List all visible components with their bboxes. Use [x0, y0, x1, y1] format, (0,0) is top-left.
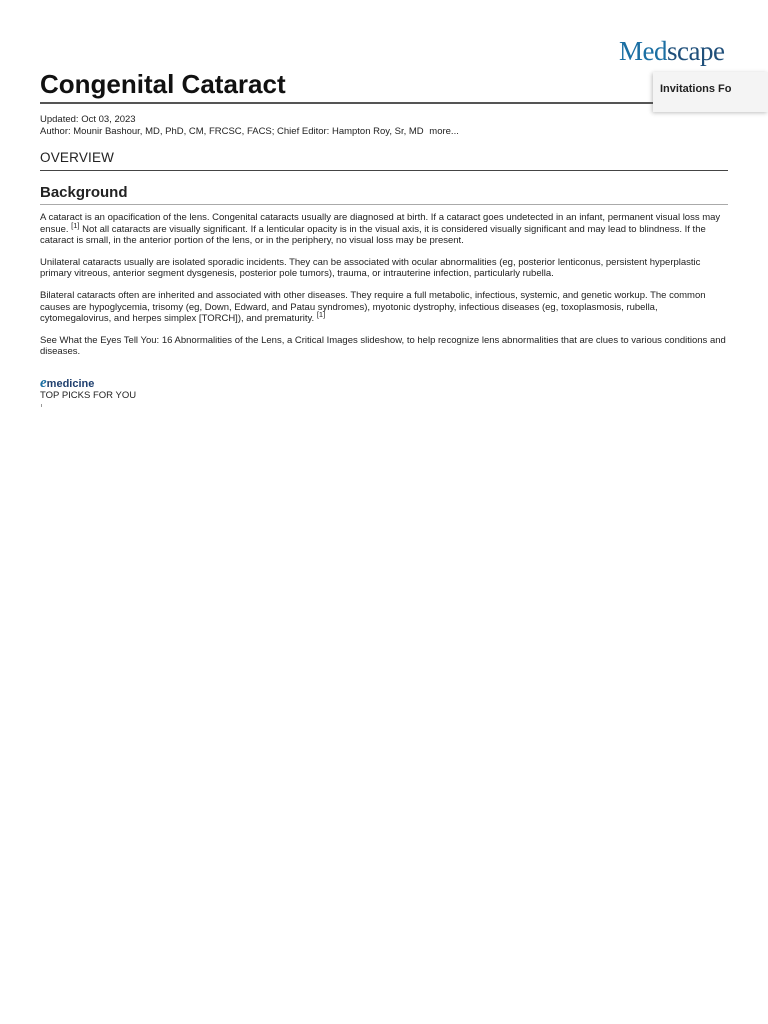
paragraph-1-text-b: Not all cataracts are visually significant. If a lenticular opacity is in the visual axis, it is considered visually significant and may lead to blindness. If the cataract is small, in the anterior portion of the lens, or in the periphery, no visual loss may be present.	[40, 223, 706, 247]
author-text: Author: Mounir Bashour, MD, PhD, CM, FRCSC, FACS; Chief Editor: Hampton Roy, Sr, MD	[40, 126, 424, 137]
background-heading: Background	[40, 184, 128, 201]
article-meta	[40, 114, 459, 138]
overview-divider	[40, 170, 728, 171]
emedicine-wordmark: medicine	[46, 378, 95, 390]
invitations-panel[interactable]	[653, 72, 768, 112]
divider-tick	[41, 404, 42, 407]
emedicine-logo	[40, 376, 94, 391]
more-authors-link[interactable]: more...	[429, 126, 459, 137]
emedicine-e: e	[40, 375, 47, 391]
paragraph-1-text-a: A cataract is an opacification of the lens. Congenital cataracts usually are diagnosed at birth. If a cataract goes undetected in an infant, permanent visual loss may ensue.	[40, 212, 721, 235]
logo-med: Med	[619, 36, 667, 66]
author-line	[40, 126, 459, 138]
title-divider	[40, 102, 653, 104]
background-divider	[40, 204, 728, 205]
updated-date: Updated: Oct 03, 2023	[40, 114, 136, 125]
page-title: Congenital Cataract	[40, 69, 286, 99]
top-picks-heading: TOP PICKS FOR YOU	[40, 390, 137, 401]
paragraph-2: Unilateral cataracts usually are isolated sporadic incidents. They can be associated with ocular abnormalities (eg, posterior lenticonus, persistent hyperplastic primary vitreous, anterior segment dysgenesis, posterior pole tumors), trauma, or intrauterine infection, particularly rubella.	[40, 256, 701, 280]
article-body	[40, 212, 726, 368]
invitations-label: Invitations Fo	[660, 83, 732, 95]
reference-2-link[interactable]: [1]	[316, 310, 326, 320]
section-overview-heading: OVERVIEW	[40, 150, 115, 165]
paragraph-3	[40, 290, 726, 325]
reference-1-link[interactable]: [1]	[71, 220, 80, 230]
paragraph-1	[40, 212, 726, 247]
paragraph-4: See What the Eyes Tell You: 16 Abnormalities of the Lens, a Critical Images slideshow, to help recognize lens abnormalities that are clues to various conditions and diseases.	[40, 334, 726, 358]
medscape-logo[interactable]	[619, 36, 724, 66]
logo-scape: scape	[667, 36, 725, 66]
paragraph-3-text: Bilateral cataracts often are inherited and associated with other diseases. They require a full metabolic, infectious, systemic, and genetic workup. The common causes are hypoglycemia, trisomy (eg, Down, Edward, and Patau syndromes), myotonic dystrophy, infectious diseases (eg, toxoplasmosis, rubella, cytomegalovirus, and herpes simplex [TORCH]), and prematurity.	[40, 289, 706, 325]
